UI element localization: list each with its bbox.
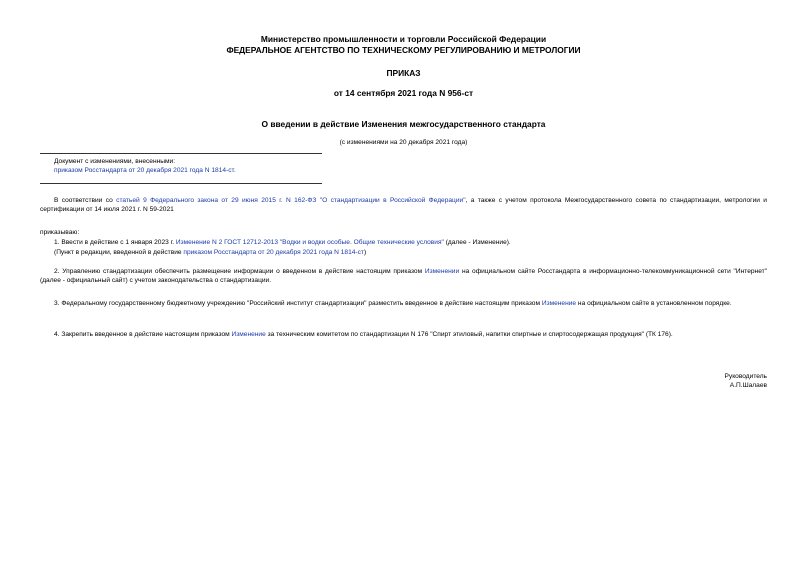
item-4-text-2: за техническим комитетом по стандартизации N 176 "Спирт этиловый, напитки спиртные и спиртосодержащая продукция" (ТК 176). [265, 331, 673, 338]
document-title: О введении в действие Изменения межгосударственного стандарта [261, 119, 546, 129]
law-link[interactable]: статьей 9 Федерального закона от 29 июня 2015 г. N 162-ФЗ "О стандартизации в Российской Федерации" [116, 197, 466, 204]
preamble-text-2: , а также с учетом протокола Межгосударственного совета по стандартизации, метрологии и сертификации от 14 июля 2021 г. N 59-2021 [40, 197, 767, 213]
item-1-text-1: 1. Ввести в действие с 1 января 2023 г. [54, 239, 176, 246]
note-top-divider [40, 153, 322, 154]
item-2-text-1: 2. Управлению стандартизации обеспечить размещение информации о введенном в действие настоящим приказом [54, 268, 425, 275]
signatory-position: Руководитель [724, 373, 767, 380]
item-3 [40, 299, 767, 308]
item-1-note-text-1: (Пункт в редакции, введенной в действие [54, 249, 184, 256]
item-2-amendment-link[interactable]: Изменении [424, 268, 460, 275]
signatory-name: А.П.Шалаев [729, 382, 767, 389]
changes-note-caption: Документ с изменениями, внесенными: [54, 158, 176, 165]
item-3-amendment-link[interactable]: Изменение [541, 300, 577, 307]
preamble-text-1: В соответствии со [54, 197, 117, 204]
changes-note [54, 157, 324, 175]
note-bottom-divider [40, 183, 322, 184]
changes-note-link[interactable]: приказом Росстандарта от 20 декабря 2021 года N 1814-ст. [54, 167, 236, 174]
item-2-text-2: на официальном сайте Росстандарта в информационно-телекоммуникационной сети "Интернет" (далее - официальный сайт) с учетом законодательства о стандартизации. [40, 268, 767, 284]
item-1-note-text-2: ) [363, 249, 367, 256]
item-4-text-1: 4. Закрепить введенное в действие настоящим приказом [54, 331, 232, 338]
document-date: от 14 сентября 2021 года N 956-ст [333, 88, 474, 98]
signature-block [725, 372, 767, 390]
item-3-text-2: на официальном сайте в установленном порядке. [576, 300, 732, 307]
item-4 [40, 330, 767, 339]
amendment-standard-link[interactable]: Изменение N 2 ГОСТ 12712-2013 "Водки и водки особые. Общие технические условия" [175, 239, 444, 246]
agency-name: ФЕДЕРАЛЬНОЕ АГЕНТСТВО ПО ТЕХНИЧЕСКОМУ РЕГУЛИРОВАНИЮ И МЕТРОЛОГИИ [226, 45, 581, 55]
item-3-text-1: 3. Федеральному государственному бюджетному учреждению "Российский институт стандартизации" разместить введенное в действие настоящим приказом [54, 300, 542, 307]
item-4-amendment-link[interactable]: Изменение [231, 331, 266, 338]
revision-order-link[interactable]: приказом Росстандарта от 20 декабря 2021 года N 1814-ст [183, 249, 364, 256]
document-type: ПРИКАЗ [386, 68, 421, 78]
item-1 [40, 238, 767, 247]
ministry-name: Министерство промышленности и торговли Российской Федерации [260, 34, 547, 44]
item-2 [40, 267, 767, 285]
preamble-paragraph [40, 196, 767, 214]
revision-note: (с изменениями на 20 декабря 2021 года) [339, 139, 468, 146]
item-1-text-2: (далее - Изменение). [443, 239, 511, 246]
item-1-revision-note [40, 248, 767, 257]
order-word: приказываю: [40, 229, 80, 236]
